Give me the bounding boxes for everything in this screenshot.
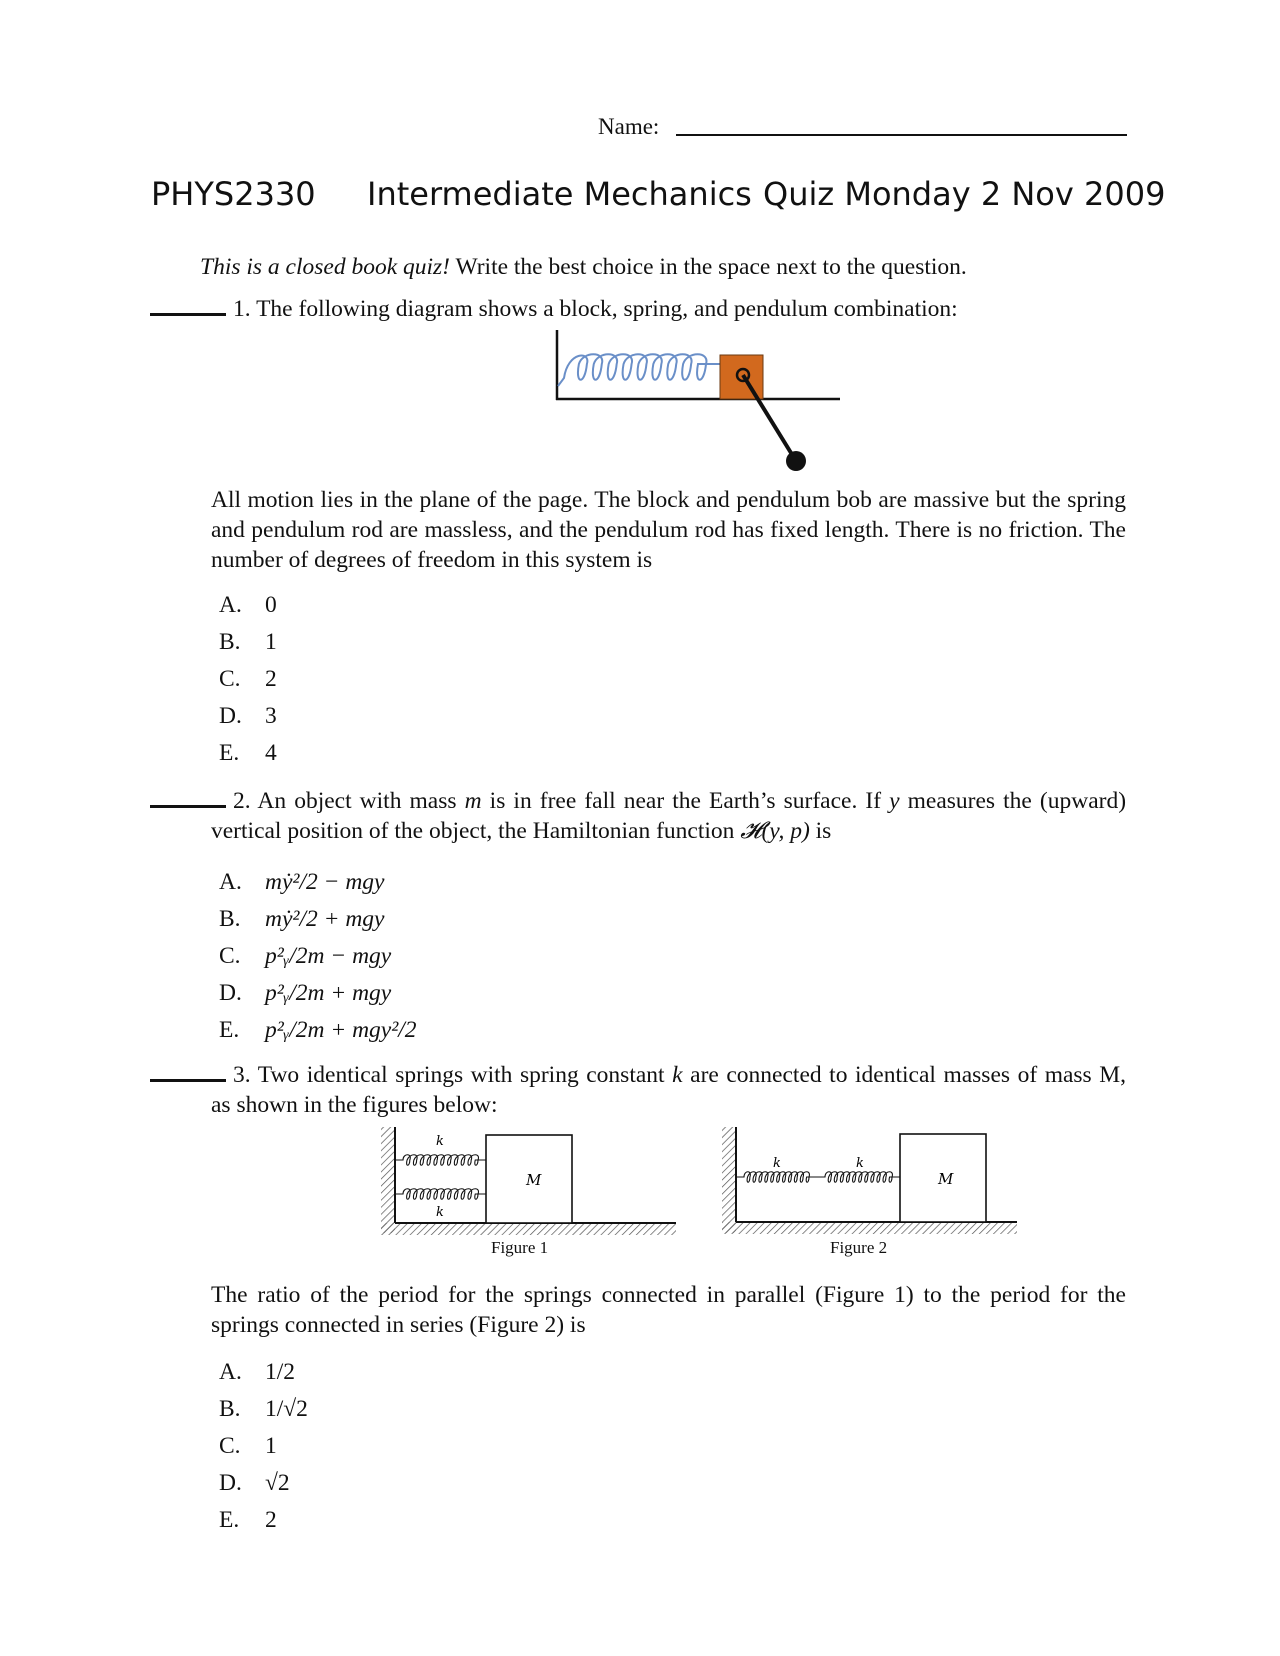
q1-spring bbox=[558, 354, 720, 386]
fig1-caption: Figure 1 bbox=[491, 1238, 549, 1257]
fig2-spring-left bbox=[736, 1172, 817, 1183]
fig2-k-left: k bbox=[773, 1156, 781, 1171]
closed-book-note: This is a closed book quiz! bbox=[200, 254, 451, 280]
q3-options bbox=[219, 1357, 308, 1542]
q2-var-y: y bbox=[889, 788, 900, 814]
q2-var-m: m bbox=[464, 788, 482, 814]
q3-option-b[interactable]: B. 1/√2 bbox=[219, 1396, 308, 1422]
q3-text-2: are connected to identical masses of mass M, as shown in the figures below: bbox=[211, 1062, 1127, 1118]
q3-option-d[interactable]: D. √2 bbox=[219, 1470, 290, 1496]
q1-stem bbox=[233, 294, 958, 324]
q1-option-a[interactable]: A. 0 bbox=[219, 592, 277, 618]
q2-number: 2. bbox=[233, 788, 251, 814]
q2-text-4: is bbox=[815, 818, 832, 844]
q1-pendulum-bob bbox=[786, 451, 806, 471]
fig1-k-top: k bbox=[436, 1134, 444, 1149]
answer-blank-q1[interactable] bbox=[150, 313, 226, 316]
q2-options bbox=[219, 867, 417, 1052]
fig1-wall-hatch bbox=[381, 1127, 395, 1233]
q2-stem bbox=[211, 786, 1126, 846]
q2-option-a[interactable]: A. mẏ²/2 − mgy bbox=[219, 869, 385, 895]
q3-number: 3. bbox=[233, 1062, 251, 1088]
q2-text-3: measures the (upward) vertical position of the object, the Hamiltonian function bbox=[211, 788, 1127, 844]
q3-stem bbox=[211, 1060, 1126, 1120]
quiz-instructions bbox=[200, 252, 967, 282]
name-label: Name: bbox=[598, 114, 660, 139]
fig2-mass-label: M bbox=[938, 1170, 954, 1188]
q1-number: 1. bbox=[233, 296, 251, 322]
q3-option-c[interactable]: C. 1 bbox=[219, 1433, 277, 1459]
q2-text-2: is in free fall near the Earth’s surface. If bbox=[489, 788, 882, 814]
fig1-mass-label: M bbox=[526, 1171, 542, 1189]
q1-body: All motion lies in the plane of the page. The block and pendulum bob are massive but the spring and pendulum rod are massless, and the pendulum rod has fixed length. There is no friction. The number of degrees of freedom in this system is bbox=[211, 487, 1126, 573]
fig2-wall-hatch bbox=[722, 1127, 736, 1233]
q2-option-d[interactable]: D. p²ᵧ/2m + mgy bbox=[219, 980, 392, 1006]
q2-option-e[interactable]: E. p²ᵧ/2m + mgy²/2 bbox=[219, 1017, 417, 1043]
q3-var-k: k bbox=[672, 1062, 683, 1088]
q1-option-b[interactable]: B. 1 bbox=[219, 629, 277, 655]
q1-diagram bbox=[550, 328, 850, 478]
instructions-rest: Write the best choice in the space next to the question. bbox=[455, 254, 967, 280]
quiz-date: Quiz Monday 2 Nov 2009 bbox=[763, 175, 1166, 213]
fig1-spring-top bbox=[395, 1155, 486, 1166]
q3-body: The ratio of the period for the springs connected in parallel (Figure 1) to the period for the springs connected in series (Figure 2) is bbox=[211, 1282, 1126, 1338]
course-title: Intermediate Mechanics bbox=[367, 175, 752, 213]
q3-option-a[interactable]: A. 1/2 bbox=[219, 1359, 296, 1385]
q2-hamiltonian: 𝓗(y, p) bbox=[740, 818, 810, 844]
course-code: PHYS2330 bbox=[151, 175, 316, 213]
q1-option-c[interactable]: C. 2 bbox=[219, 666, 277, 692]
q2-text-1: An object with mass bbox=[257, 788, 457, 814]
fig2-k-right: k bbox=[856, 1156, 864, 1171]
q1-option-d[interactable]: D. 3 bbox=[219, 703, 277, 729]
q2-option-b[interactable]: B. mẏ²/2 + mgy bbox=[219, 906, 385, 932]
name-blank-line[interactable] bbox=[676, 134, 1127, 136]
q1-options bbox=[219, 590, 277, 775]
q1-pendulum-rod bbox=[743, 375, 796, 461]
fig1-spring-bottom bbox=[395, 1189, 486, 1200]
q3-option-e[interactable]: E. 2 bbox=[219, 1507, 277, 1533]
q1-stem-text: The following diagram shows a block, spring, and pendulum combination: bbox=[256, 296, 958, 322]
fig2-caption: Figure 2 bbox=[830, 1238, 888, 1257]
q1-option-e[interactable]: E. 4 bbox=[219, 740, 277, 766]
fig1-k-bottom: k bbox=[436, 1205, 444, 1220]
q1-block bbox=[720, 355, 763, 399]
q2-option-c[interactable]: C. p²ᵧ/2m − mgy bbox=[219, 943, 392, 969]
fig2-spring-right bbox=[817, 1172, 900, 1183]
q3-text-1: Two identical springs with spring constant bbox=[257, 1062, 665, 1088]
fig2-floor-hatch bbox=[722, 1222, 1017, 1234]
fig1-floor-hatch bbox=[381, 1223, 676, 1235]
